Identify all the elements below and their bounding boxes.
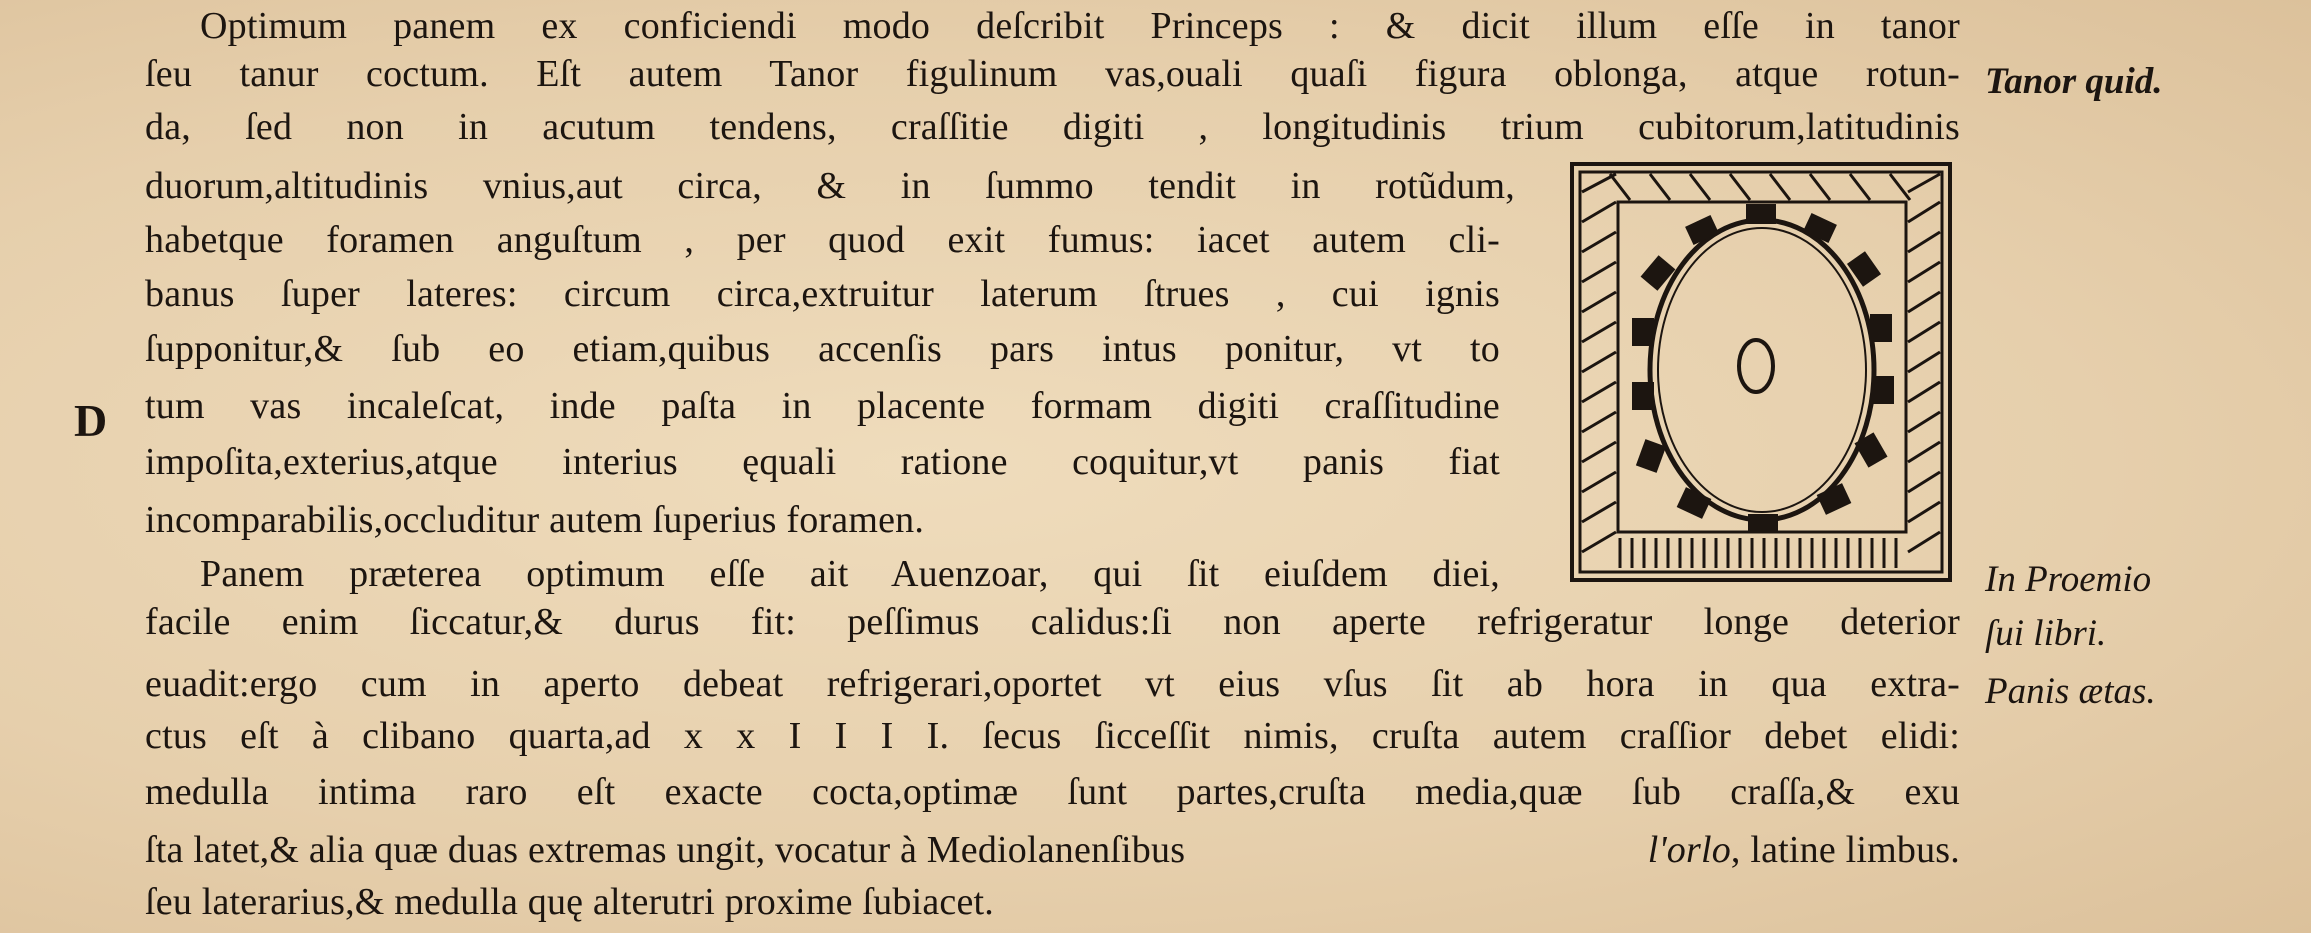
text-line-10: incomparabilis,occluditur autem ſuperius foramen. bbox=[145, 499, 925, 541]
margin-note-tanor: Tanor quid. bbox=[1985, 61, 2163, 102]
text-line-12: facile enim ſiccatur,& durus fit: peſſimus calidus:ſi non aperte refrigeratur longe deterior bbox=[145, 601, 1960, 643]
text-line-16-tail: , latine limbus. bbox=[1730, 829, 1960, 871]
text-line-13: euadit:ergo cum in aperto debeat refrigerari,oportet vt eius vſus ſit ab hora in qua extra- bbox=[145, 663, 1960, 705]
text-line-7: ſupponitur,& ſub eo etiam,quibus accenſis pars intus ponitur, vt to bbox=[145, 328, 1500, 370]
text-line-16-main: ſta latet,& alia quæ duas extremas ungit, vocatur à Mediolanenſibus bbox=[145, 829, 1186, 871]
text-line-6: banus ſuper lateres: circum circa,extruitur laterum ſtrues , cui ignis bbox=[145, 273, 1500, 315]
tanor-oven-woodcut bbox=[1570, 162, 1952, 582]
text-line-5: habetque foramen anguſtum , per quod exit fumus: iacet autem cli- bbox=[145, 219, 1500, 261]
text-line-9: impoſita,exterius,atque interius ęquali ratione coquitur,vt panis fiat bbox=[145, 441, 1500, 483]
text-line-3: da, ſed non in acutum tendens, craſſitie digiti , longitudinis trium cubitorum,latitudinis bbox=[145, 106, 1960, 148]
text-line-15: medulla intima raro eſt exacte cocta,optimæ ſunt partes,cruſta media,quæ ſub craſſa,& exu bbox=[145, 771, 1960, 813]
text-line-11: Panem præterea optimum eſſe ait Auenzoar, qui ſit eiuſdem diei, bbox=[200, 553, 1500, 595]
text-line-4: duorum,altitudinis vnius,aut circa, & in ſummo tendit in rotũdum, bbox=[145, 165, 1515, 207]
margin-note-libri: ſui libri. bbox=[1985, 613, 2107, 654]
italic-orlo: l'orlo bbox=[1647, 829, 1731, 871]
text-line-8: tum vas incaleſcat, inde paſta in placente formam digiti craſſitudine bbox=[145, 385, 1500, 427]
text-line-16-end bbox=[1648, 826, 1960, 874]
text-line-1: Optimum panem ex conficiendi modo deſcribit Princeps : & dicit illum eſſe in tanor bbox=[200, 5, 1960, 47]
text-line-14: ctus eſt à clibano quarta,ad x x I I I I. ſecus ſicceſſit nimis, cruſta autem craſſior debet elidi: bbox=[145, 715, 1960, 757]
text-line-2: ſeu tanur coctum. Eſt autem Tanor figulinum vas,ouali quaſi figura oblonga, atque rotun- bbox=[145, 53, 1960, 95]
margin-note-proemio: In Proemio bbox=[1985, 559, 2152, 600]
margin-note-panis: Panis ætas. bbox=[1985, 671, 2156, 712]
marginal-initial: D bbox=[74, 395, 108, 446]
text-line-17: ſeu laterarius,& medulla quę alterutri proxime ſubiacet. bbox=[145, 881, 994, 923]
text-line-16 bbox=[145, 826, 1960, 874]
